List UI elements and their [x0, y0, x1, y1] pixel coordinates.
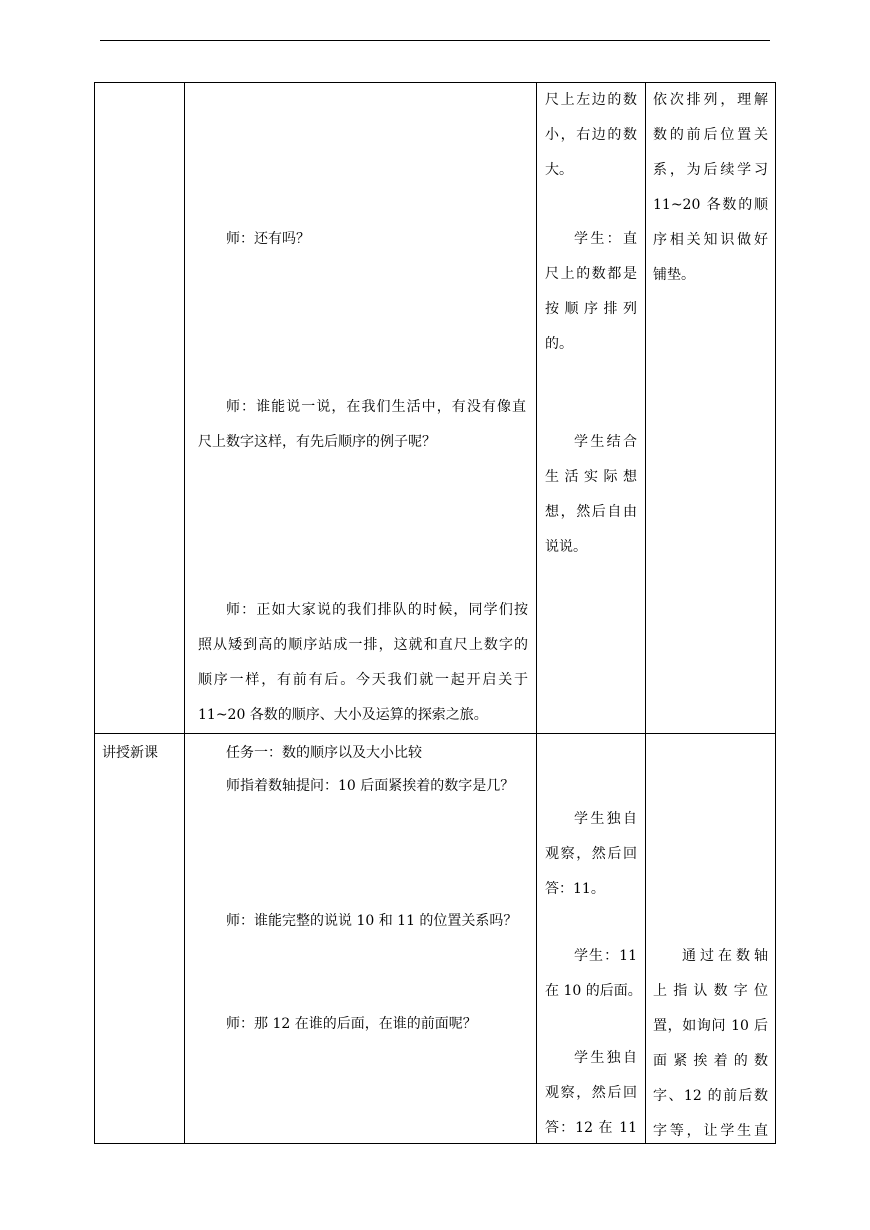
- col-border-left: [94, 82, 95, 1144]
- teacher-paragraph-line: 照从矮到高的顺序站成一排，这就和直尺上数字的: [198, 637, 528, 653]
- table-border-bottom: [94, 1143, 776, 1144]
- intent-paragraph-line: 11~20 各数的顺: [653, 197, 768, 213]
- table-border-top: [94, 82, 776, 83]
- intent-paragraph-line: 字等，让学生直: [653, 1123, 768, 1139]
- intent-paragraph-line: 铺垫。: [653, 267, 695, 283]
- teacher-paragraph-line: 顺序一样，有前有后。今天我们就一起开启关于: [198, 672, 528, 688]
- intent-paragraph-line: 系，为后续学习: [653, 162, 768, 178]
- intent-paragraph-line: 置，如询问 10 后: [653, 1018, 768, 1034]
- col-divider-1: [184, 82, 185, 1144]
- student-paragraph-line: 大。: [545, 162, 573, 178]
- intent-paragraph-line: 字、12 的前后数: [653, 1088, 768, 1104]
- lesson-table: [94, 82, 776, 1144]
- student-paragraph-line: 小，右边的数: [545, 127, 637, 143]
- student-paragraph: 学生独自: [574, 811, 637, 827]
- student-paragraph: 学生独自: [574, 1050, 637, 1066]
- intent-paragraph-line: 上指认数字位: [653, 983, 768, 999]
- student-paragraph-line: 答：11。: [545, 881, 605, 897]
- student-paragraph-line: 的。: [545, 336, 573, 352]
- row-divider: [94, 733, 776, 734]
- teacher-paragraph: 师：谁能说一说，在我们生活中，有没有像直: [226, 399, 526, 415]
- teacher-paragraph: 师：还有吗？: [226, 231, 310, 247]
- teacher-paragraph: 师：那 12 在谁的后面，在谁的前面呢？: [226, 1016, 477, 1032]
- intent-paragraph-line: 数的前后位置关: [653, 127, 768, 143]
- student-paragraph: 学生：直: [574, 231, 637, 247]
- teacher-paragraph-line: 11~20 各数的顺序、大小及运算的探索之旅。: [198, 707, 488, 723]
- teacher-paragraph-line: 师指着数轴提问：10 后面紧挨着的数字是几？: [226, 778, 515, 794]
- student-paragraph-line: 说说。: [545, 539, 587, 555]
- teacher-paragraph: 任务一：数的顺序以及大小比较: [226, 745, 422, 761]
- col-divider-3: [645, 82, 646, 1144]
- intent-paragraph-line: 序相关知识做好: [653, 232, 768, 248]
- intent-paragraph-line: 通过在数轴: [682, 948, 768, 964]
- col-border-right: [775, 82, 776, 1144]
- student-paragraph-line: 观察，然后回: [545, 1085, 637, 1101]
- student-paragraph-line: 答：12 在 11: [545, 1120, 637, 1136]
- teacher-paragraph: 师：正如大家说的我们排队的时候，同学们按: [226, 602, 528, 618]
- student-paragraph-line: 在 10 的后面。: [545, 983, 642, 999]
- intent-paragraph-line: 依次排列，理解: [653, 92, 768, 108]
- teacher-paragraph: 师：谁能完整的说说 10 和 11 的位置关系吗？: [226, 913, 518, 929]
- student-paragraph-line: 观察，然后回: [545, 846, 637, 862]
- student-paragraph-line: 想，然后自由: [545, 504, 637, 520]
- row2-stage-cell: 讲授新课: [102, 745, 158, 761]
- col-divider-2: [536, 82, 537, 1144]
- student-paragraph: 尺上左边的数: [545, 92, 637, 108]
- header-rule: [100, 40, 770, 41]
- intent-paragraph-line: 面紧挨着的数: [653, 1053, 768, 1069]
- student-paragraph-line: 尺上的数都是: [545, 266, 637, 282]
- student-paragraph: 学生：11: [574, 948, 637, 964]
- student-paragraph-line: 按顺序排列: [545, 301, 637, 317]
- teacher-paragraph-line: 尺上数字这样，有先后顺序的例子呢？: [198, 434, 436, 450]
- student-paragraph-line: 生活实际想: [545, 469, 637, 485]
- student-paragraph: 学生结合: [574, 434, 637, 450]
